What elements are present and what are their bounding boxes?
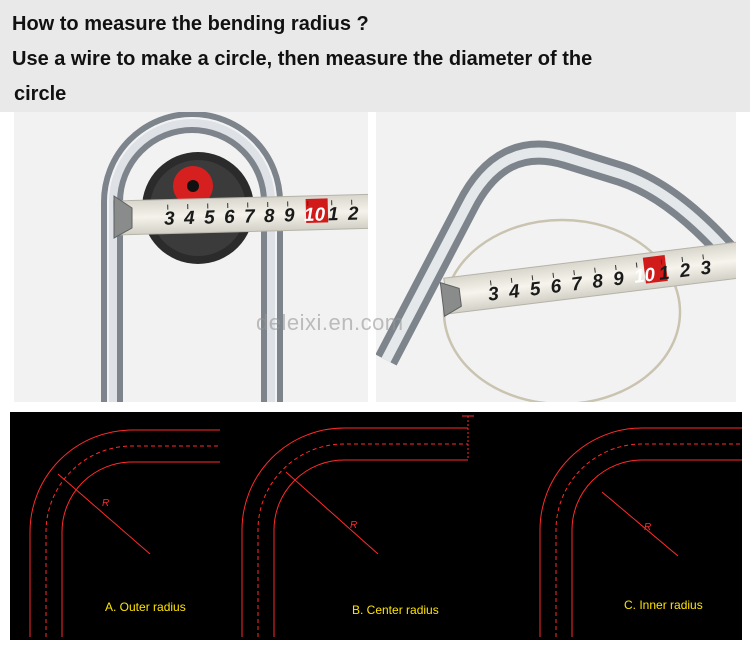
tape-digit: 10: [632, 264, 657, 288]
tape-digit: 6: [223, 206, 235, 229]
caption-center-radius: B. Center radius: [352, 603, 439, 617]
caption-inner-radius: C. Inner radius: [624, 598, 703, 612]
watermark: deleixi.en.com: [256, 310, 404, 335]
radius-label-a: R: [102, 498, 110, 509]
tape-digit: 8: [263, 205, 275, 228]
bent-pipe-illustration: [376, 112, 736, 402]
radius-label-b: R: [350, 520, 358, 531]
tape-digit: 2: [678, 260, 692, 283]
tape-digit: 9: [283, 205, 295, 227]
header-banner: [0, 0, 750, 112]
heading-instruction-cont: circle: [14, 83, 67, 105]
tape-digit: 4: [183, 207, 195, 230]
tape-digit: 10: [303, 204, 326, 227]
tape-digit: 1: [327, 204, 339, 226]
tape-digit: 6: [549, 275, 563, 299]
tape-digit: 7: [570, 273, 584, 296]
tape-digit: 7: [243, 206, 255, 228]
tape-digit: 3: [163, 208, 175, 230]
tape-digit: 3: [699, 257, 713, 280]
photo-u-pipe-measure: [14, 112, 368, 402]
tape-digit: 9: [612, 268, 626, 291]
u-pipe-illustration: [14, 112, 368, 402]
photo-bent-pipe-wire-circle: [376, 112, 736, 402]
tape-digit: 1: [657, 262, 671, 285]
tape-digit: 5: [203, 207, 215, 229]
bending-radius-diagrams: [10, 412, 742, 640]
wire-circle: [444, 220, 680, 402]
tape-digit: 4: [507, 281, 521, 304]
caption-outer-radius: A. Outer radius: [105, 600, 186, 614]
tape-digit: 5: [528, 278, 542, 301]
radius-label-c: R: [644, 522, 652, 533]
heading-question: How to measure the bending radius ?: [12, 13, 369, 35]
tape-digit: 8: [591, 270, 605, 293]
heading-instruction: Use a wire to make a circle, then measure the diameter of the: [12, 48, 593, 70]
tape-measure-right: [444, 242, 736, 314]
tape-digit: 2: [347, 203, 359, 225]
tape-digit: 3: [486, 283, 501, 306]
